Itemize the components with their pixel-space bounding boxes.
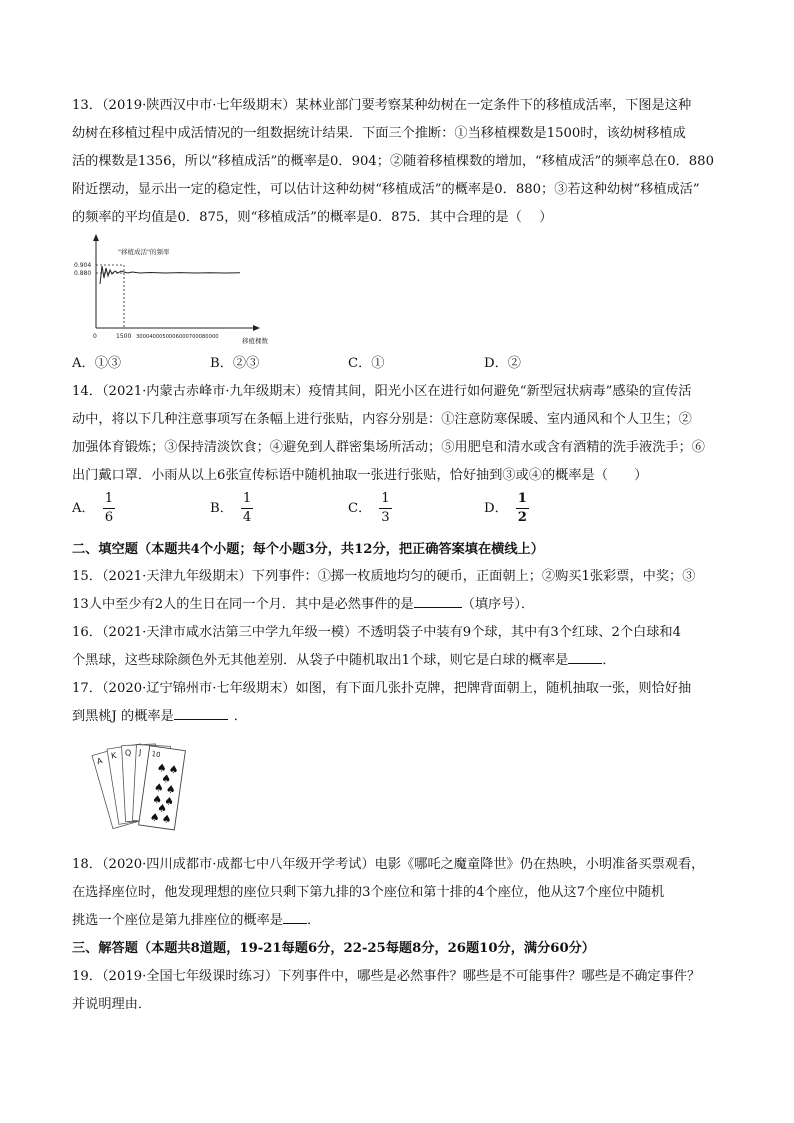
question-13-line: 活的棵数是1356，所以“移植成活”的概率是0．904；②随着移植棵数的增加，“移植成活”的频率总在0．880	[72, 154, 714, 169]
option-letter: B．	[210, 501, 233, 516]
svg-text:♠: ♠	[155, 760, 168, 776]
fraction	[103, 490, 115, 527]
question-14-options	[72, 490, 732, 532]
question-16-line	[72, 647, 732, 675]
question-13-line: 的频率的平均值是0．875，则“移植成活”的概率是0．875．其中合理的是（ ）	[72, 210, 553, 225]
question-19-line: 19．（2019·全国七年级课时练习）下列事件中，哪些是必然事件？哪些是不可能事件？哪些是不确定事件？	[72, 969, 701, 984]
card-rank: J	[138, 747, 142, 757]
svg-text:♠: ♠	[151, 792, 164, 807]
section-3-heading	[72, 935, 732, 963]
option-c[interactable]: C．①	[348, 356, 385, 371]
card-rank: K	[110, 750, 118, 761]
question-16	[72, 619, 732, 675]
question-17-line	[72, 703, 732, 731]
question-18-line: 在选择座位时，他发现理想的座位只剩下第九排的3个座位和第十排的4个座位，他从这7个座位中随机	[72, 885, 665, 900]
question-16-text: ．	[602, 653, 616, 668]
chart-series-label: "移植成活"的频率	[118, 248, 170, 256]
question-14-line: 出门戴口罩．小雨从以上6张宣传标语中随机抽取一张进行张贴，恰好抽到③或④的概率是（ ）	[72, 468, 648, 483]
question-18	[72, 851, 732, 935]
option-d[interactable]: D．②	[484, 356, 521, 371]
chart-x-tick: 3000400050006000700080000	[136, 334, 219, 340]
question-18-line	[72, 907, 732, 935]
transplant-frequency-chart	[70, 232, 290, 344]
svg-text:♠: ♠	[160, 812, 173, 827]
chart-y-arrow	[93, 234, 99, 241]
fraction-numerator: 1	[241, 490, 253, 509]
fraction	[379, 490, 391, 527]
answer-blank[interactable]	[283, 909, 307, 924]
chart-x-tick: 0	[93, 333, 97, 340]
section-2-heading	[72, 536, 732, 564]
option-c[interactable]	[348, 490, 392, 527]
question-15-line: 15．（2021·天津九年级期末）下列事件：①掷一枚质地均匀的硬币，正面朝上；②购买1张彩票，中奖；③	[72, 569, 696, 584]
question-13-line: 幼树在移植过程中成活情况的一组数据统计结果．下面三个推断：①当移植棵数是1500时，该幼树移植成	[72, 126, 686, 141]
chart-y-tick: 0.880	[74, 270, 92, 277]
svg-text:♠: ♠	[153, 780, 165, 796]
question-17-text: 到黑桃J 的概率是	[72, 709, 174, 724]
fraction-denominator: 4	[242, 510, 252, 525]
question-16-text: 个黑球，这些球除颜色外无其他差别．从袋子中随机取出1个球，则它是白球的概率是	[72, 653, 569, 668]
chart-y-tick: 0.904	[74, 262, 92, 269]
svg-text:♠: ♠	[163, 794, 175, 809]
playing-cards-figure	[95, 740, 185, 840]
answer-blank[interactable]	[568, 649, 602, 664]
chart-x-axis-label: 移植棵数	[242, 337, 268, 345]
fraction	[516, 490, 529, 527]
question-13-line: 附近摆动，显示出一定的稳定性，可以估计这种幼树“移植成活”的概率是0．880；③若这种幼树“移植成活”	[72, 182, 700, 197]
svg-text:♠: ♠	[165, 782, 177, 797]
question-14-line: 14．（2021·内蒙古赤峰市·九年级期末）疫情其间，阳光小区在进行如何避免“新型冠状病毒”感染的宣传活	[72, 384, 692, 399]
question-18-line: 18．（2020·四川成都市·成都七中八年级开学考试）电影《哪吒之魔童降世》仍在热映，小明准备买票观看，	[72, 857, 705, 872]
option-letter: C．	[348, 501, 372, 516]
fraction-numerator: 1	[379, 490, 391, 509]
option-b[interactable]	[210, 490, 253, 527]
question-15-line	[72, 591, 732, 619]
question-13-line: 13．（2019·陕西汉中市·七年级期末）某林业部门要考察某种幼树在一定条件下的移植成活率，下图是这种	[72, 98, 692, 113]
card-rank: A	[95, 756, 104, 767]
option-a[interactable]	[72, 490, 115, 527]
question-17-text: ．	[233, 709, 247, 724]
fraction-numerator: 1	[103, 490, 115, 509]
question-14-line: 动中，将以下几种注意事项写在条幅上进行张贴，内容分别是：①注意防寒保暖、室内通风和个人卫生；②	[72, 412, 692, 427]
chart-frequency-curve	[100, 266, 240, 284]
question-19-line: 并说明理由．	[72, 997, 152, 1012]
svg-text:♠: ♠	[160, 771, 173, 786]
question-15	[72, 563, 732, 619]
section-2-title: 二、填空题（本题共4个小题；每个小题3分，共12分，把正确答案填在横线上）	[72, 542, 544, 557]
chart-x-arrow	[253, 325, 260, 331]
question-13	[72, 92, 732, 232]
svg-text:♠: ♠	[156, 801, 168, 816]
svg-text:♠: ♠	[167, 762, 180, 777]
question-16-line: 16．（2021·天津市咸水沽第三中学九年级一模）不透明袋子中装有9个球，其中有3个红球、2个白球和4	[72, 625, 681, 640]
question-19	[72, 963, 732, 1019]
section-3-title: 三、解答题（本题共8道题，19-21每题6分，22-25每题8分，26题10分，满分60分）	[72, 941, 595, 956]
question-14-line: 加强体育锻炼；③保持清淡饮食；④避免到人群密集场所活动；⑤用肥皂和清水或含有酒精的洗手液洗手；⑥	[72, 440, 705, 455]
answer-blank[interactable]	[174, 705, 228, 720]
svg-text:♠: ♠	[148, 810, 161, 825]
option-d[interactable]	[484, 490, 529, 527]
answer-blank[interactable]	[414, 593, 462, 608]
question-18-text: ．	[307, 913, 321, 928]
option-letter: A．	[72, 501, 95, 516]
question-17	[72, 675, 732, 731]
option-a[interactable]: A．①③	[72, 356, 122, 371]
fraction-numerator: 1	[516, 490, 529, 509]
question-17-line: 17．（2020·辽宁锦州市·七年级期末）如图，有下面几张扑克牌，把牌背面朝上，随机抽取一张，则恰好抽	[72, 681, 692, 696]
question-13-options	[72, 352, 732, 376]
chart-x-tick: 1500	[116, 333, 132, 340]
fraction-denominator: 3	[381, 510, 390, 525]
fraction-denominator: 2	[517, 510, 527, 525]
question-14	[72, 378, 732, 490]
card-rank: 10	[151, 750, 162, 760]
fraction	[241, 490, 253, 527]
fraction-denominator: 6	[104, 510, 114, 525]
option-letter: D．	[484, 501, 508, 516]
question-15-text: （填序号）．	[461, 597, 535, 612]
card-rank: Q	[124, 748, 132, 758]
question-18-text: 挑选一个座位是第九排座位的概率是	[72, 913, 283, 928]
option-b[interactable]: B．②③	[210, 356, 260, 371]
question-15-text: 13人中至少有2人的生日在同一个月．其中是必然事件的是	[72, 597, 414, 612]
